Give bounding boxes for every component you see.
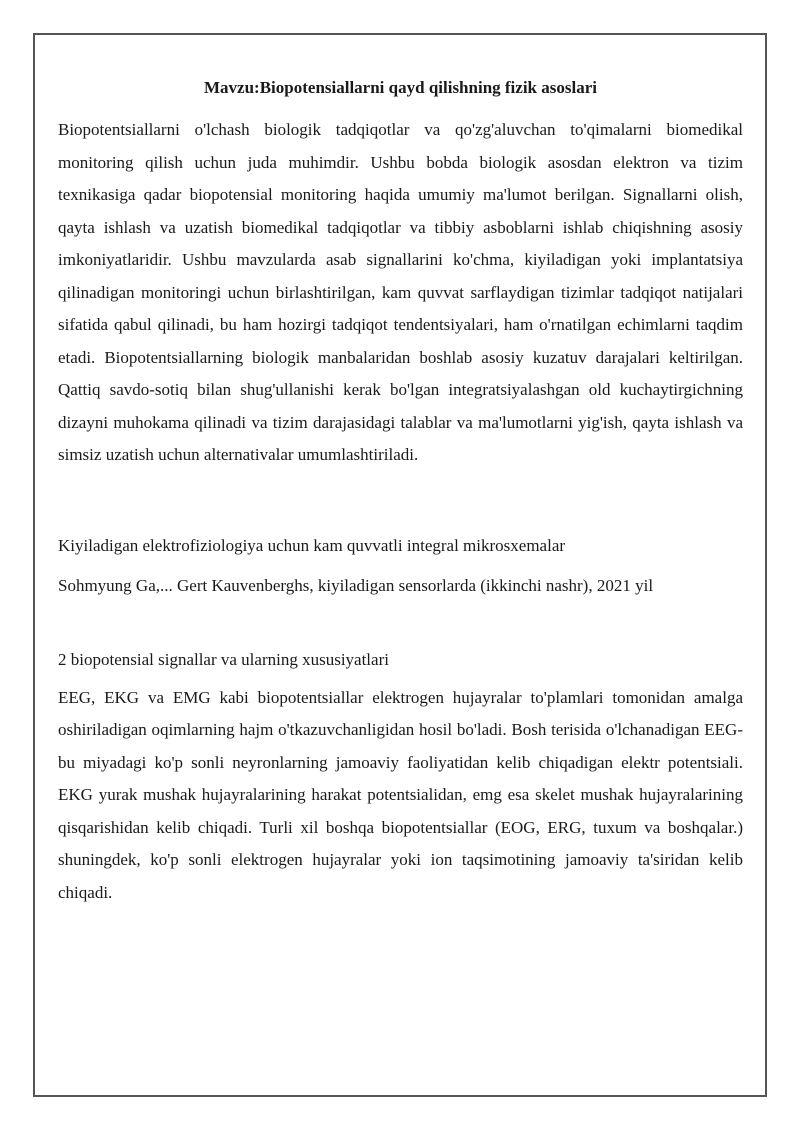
source-title: Kiyiladigan elektrofiziologiya uchun kam quvvatli integral mikrosxemalar	[58, 535, 566, 555]
section-paragraph: EEG, EKG va EMG kabi biopotentsiallar elektrogen hujayralar to'plamlari tomonidan amalga oshiriladigan oqimlarning hajm o'tkazuvchanligidan hosil bo'ladi. Bosh terisida o'lchanadigan EEG-bu miyadagi ko'p sonli neyronlarning jamoaviy faoliyatidan kelib chiqadigan elektr potentsiali. EKG yurak mushak hujayralarining harakat potentsialidan, emg esa skelet mushak hujayralarining qisqarishidan kelib chiqadi. Turli xil boshqa biopotentsiallar (EOG, ERG, tuxum va boshqalar.) shuningdek, ko'p sonli elektrogen hujayralar yoki ion taqsimotining jamoaviy ta'siridan kelib chiqadi.	[58, 687, 743, 902]
section-heading: 2 biopotensial signallar va ularning xususiyatlari	[58, 649, 389, 669]
source-citation: Sohmyung Ga,... Gert Kauvenberghs, kiyiladigan sensorlarda (ikkinchi nashr), 2021 yil	[58, 575, 654, 595]
spacer	[58, 472, 743, 532]
spacer	[58, 600, 743, 646]
document-title: Mavzu:Biopotensiallarni qayd qilishning fizik asoslari	[204, 78, 597, 97]
document-body	[58, 74, 743, 909]
intro-paragraph: Biopotentsiallarni o'lchash biologik tadqiqotlar va qo'zg'aluvchan to'qimalarni biomedikal monitoring qilish uchun juda muhimdir. Ushbu bobda biologik asosdan elektron va tizim texnikasiga qadar biopotensial monitoring haqida umumiy ma'lumot berilgan. Signallarni olish, qayta ishlash va uzatish biomedikal tadqiqotlar va tibbiy asboblarni ishlab chiqishning asosiy imkoniyatlaridir. Ushbu mavzularda asab signallarini ko'chma, kiyiladigan yoki implantatsiya qilinadigan monitoringi uchun birlashtirilgan, kam quvvat sarflaydigan tizimlar tadqiqot natijalari sifatida qabul qilinadi, bu ham hozirgi tadqiqot tendentsiyalari, ham o'rnatilgan echimlarni taqdim etadi. Biopotentsiallarning biologik manbalaridan boshlab asosiy kuzatuv darajalari keltirilgan. Qattiq savdo-sotiq bilan shug'ullanishi kerak bo'lgan integratsiyalashgan old kuchaytirgichning dizayni muhokama qilinadi va tizim darajasidagi talablar va ma'lumotlarni yig'ish, qayta ishlash va simsiz uzatish uchun alternativalar umumlashtiriladi.	[58, 120, 743, 464]
